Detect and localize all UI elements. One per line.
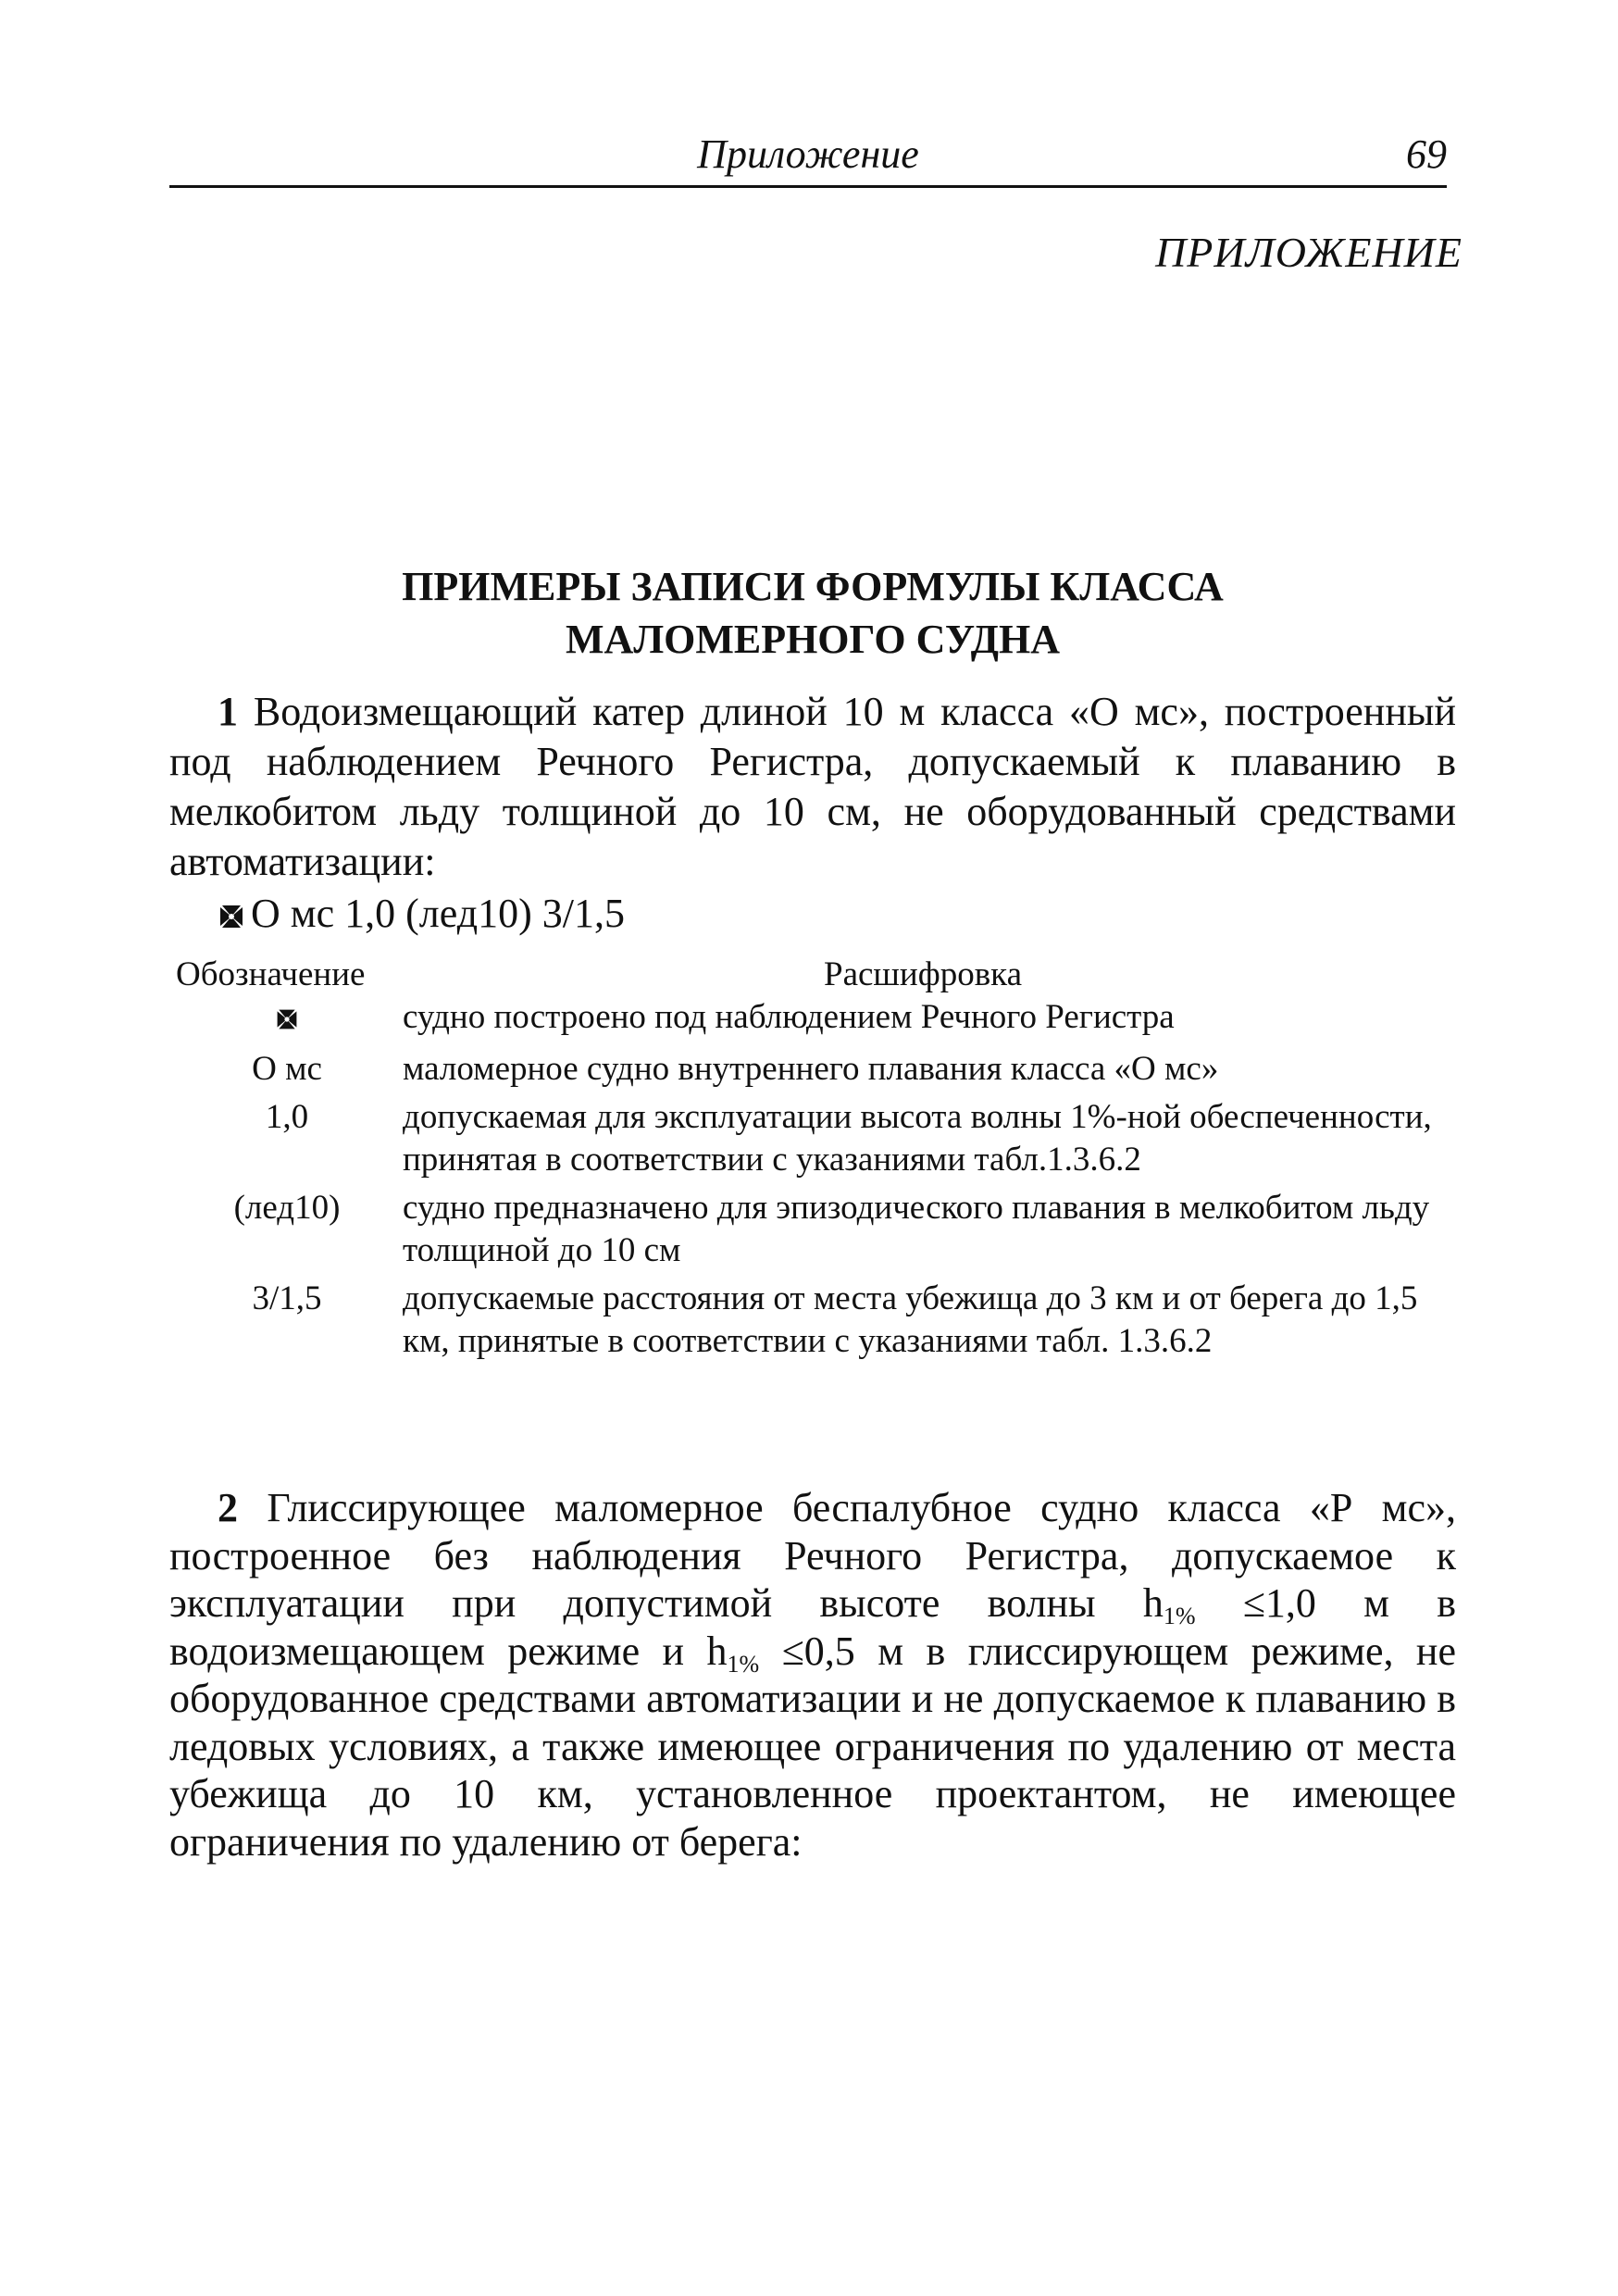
legend-header [176,954,1462,996]
legend-row [176,1048,1462,1091]
legend-code: 3/1,5 [252,1279,322,1317]
legend-code: (лед10) [233,1189,341,1227]
wave-height-subscript: 1% [1163,1603,1196,1629]
example-2-number: 2 [218,1485,238,1530]
example-2-text-a: Глиссирующее маломерное беспалубное судно класса «Р мс», построенное без наблюдения Речного Регистра, допускаемое к эксплуатации при допустимой высоте волны h [169,1485,1457,1626]
running-header [169,130,1447,188]
formula-legend [176,954,1462,1368]
legend-description: судно построено под наблюдением Речного Регистра [403,998,1175,1036]
legend-header-decoding: Расшифровка [824,955,1022,993]
register-cross-icon [275,1000,299,1042]
formula-text: О мс 1,0 (лед10) 3/1,5 [251,891,625,936]
legend-row [176,1278,1462,1363]
example-1-number: 1 [218,689,238,734]
legend-code [176,996,398,1042]
legend-code: 1,0 [265,1098,309,1136]
register-cross-icon [218,892,245,942]
legend-code: О мс [252,1050,322,1088]
legend-row [176,996,1462,1042]
page-number: 69 [1406,131,1447,177]
example-1-paragraph [169,687,1456,887]
legend-header-designation: Обозначение [176,955,366,993]
title-line-2: МАЛОМЕРНОГО СУДНА [566,617,1060,662]
running-title: Приложение [697,131,919,177]
legend-description: допускаемые расстояния от места убежища до 3 км и от берега до 1,5 км, принятые в соответствии с указаниями табл. 1.3.6.2 [403,1279,1418,1360]
example-1-text: Водоизмещающий катер длиной 10 м класса «О мс», построенный под наблюдением Речного Регистра, допускаемый к плаванию в мелкобитом льду толщиной до 10 см, не оборудованный средствами автоматизации: [169,689,1456,884]
title-line-1: ПРИМЕРЫ ЗАПИСИ ФОРМУЛЫ КЛАССА [402,564,1224,609]
legend-description: судно предназначено для эпизодического плавания в мелкобитом льду толщиной до 10 см [403,1189,1430,1269]
legend-row [176,1096,1462,1181]
legend-description: допускаемая для эксплуатации высота волны 1%-ной обеспеченности, принятая в соответствии с указаниями табл.1.3.6.2 [403,1098,1432,1179]
example-2-paragraph [169,1484,1456,1866]
legend-row [176,1187,1462,1272]
legend-description: маломерное судно внутреннего плавания класса «О мс» [403,1050,1219,1088]
page-title [169,560,1456,666]
example-2-text-b: ≤1,0 м в водоизмещающем режиме и h [169,1580,1456,1674]
class-formula [218,889,625,942]
wave-height-subscript: 1% [727,1650,760,1678]
appendix-label: ПРИЛОЖЕНИЕ [1155,229,1462,276]
example-2-text-c: ≤0,5 м в глиссирующем режиме, не оборудованное средствами автоматизации и не допускаемое к плаванию в ледовых условиях, а также имеющее ограничения по удалению от места убежища до 10 км, установленное проектантом, не имеющее ограничения по удалению от берега: [169,1628,1456,1865]
